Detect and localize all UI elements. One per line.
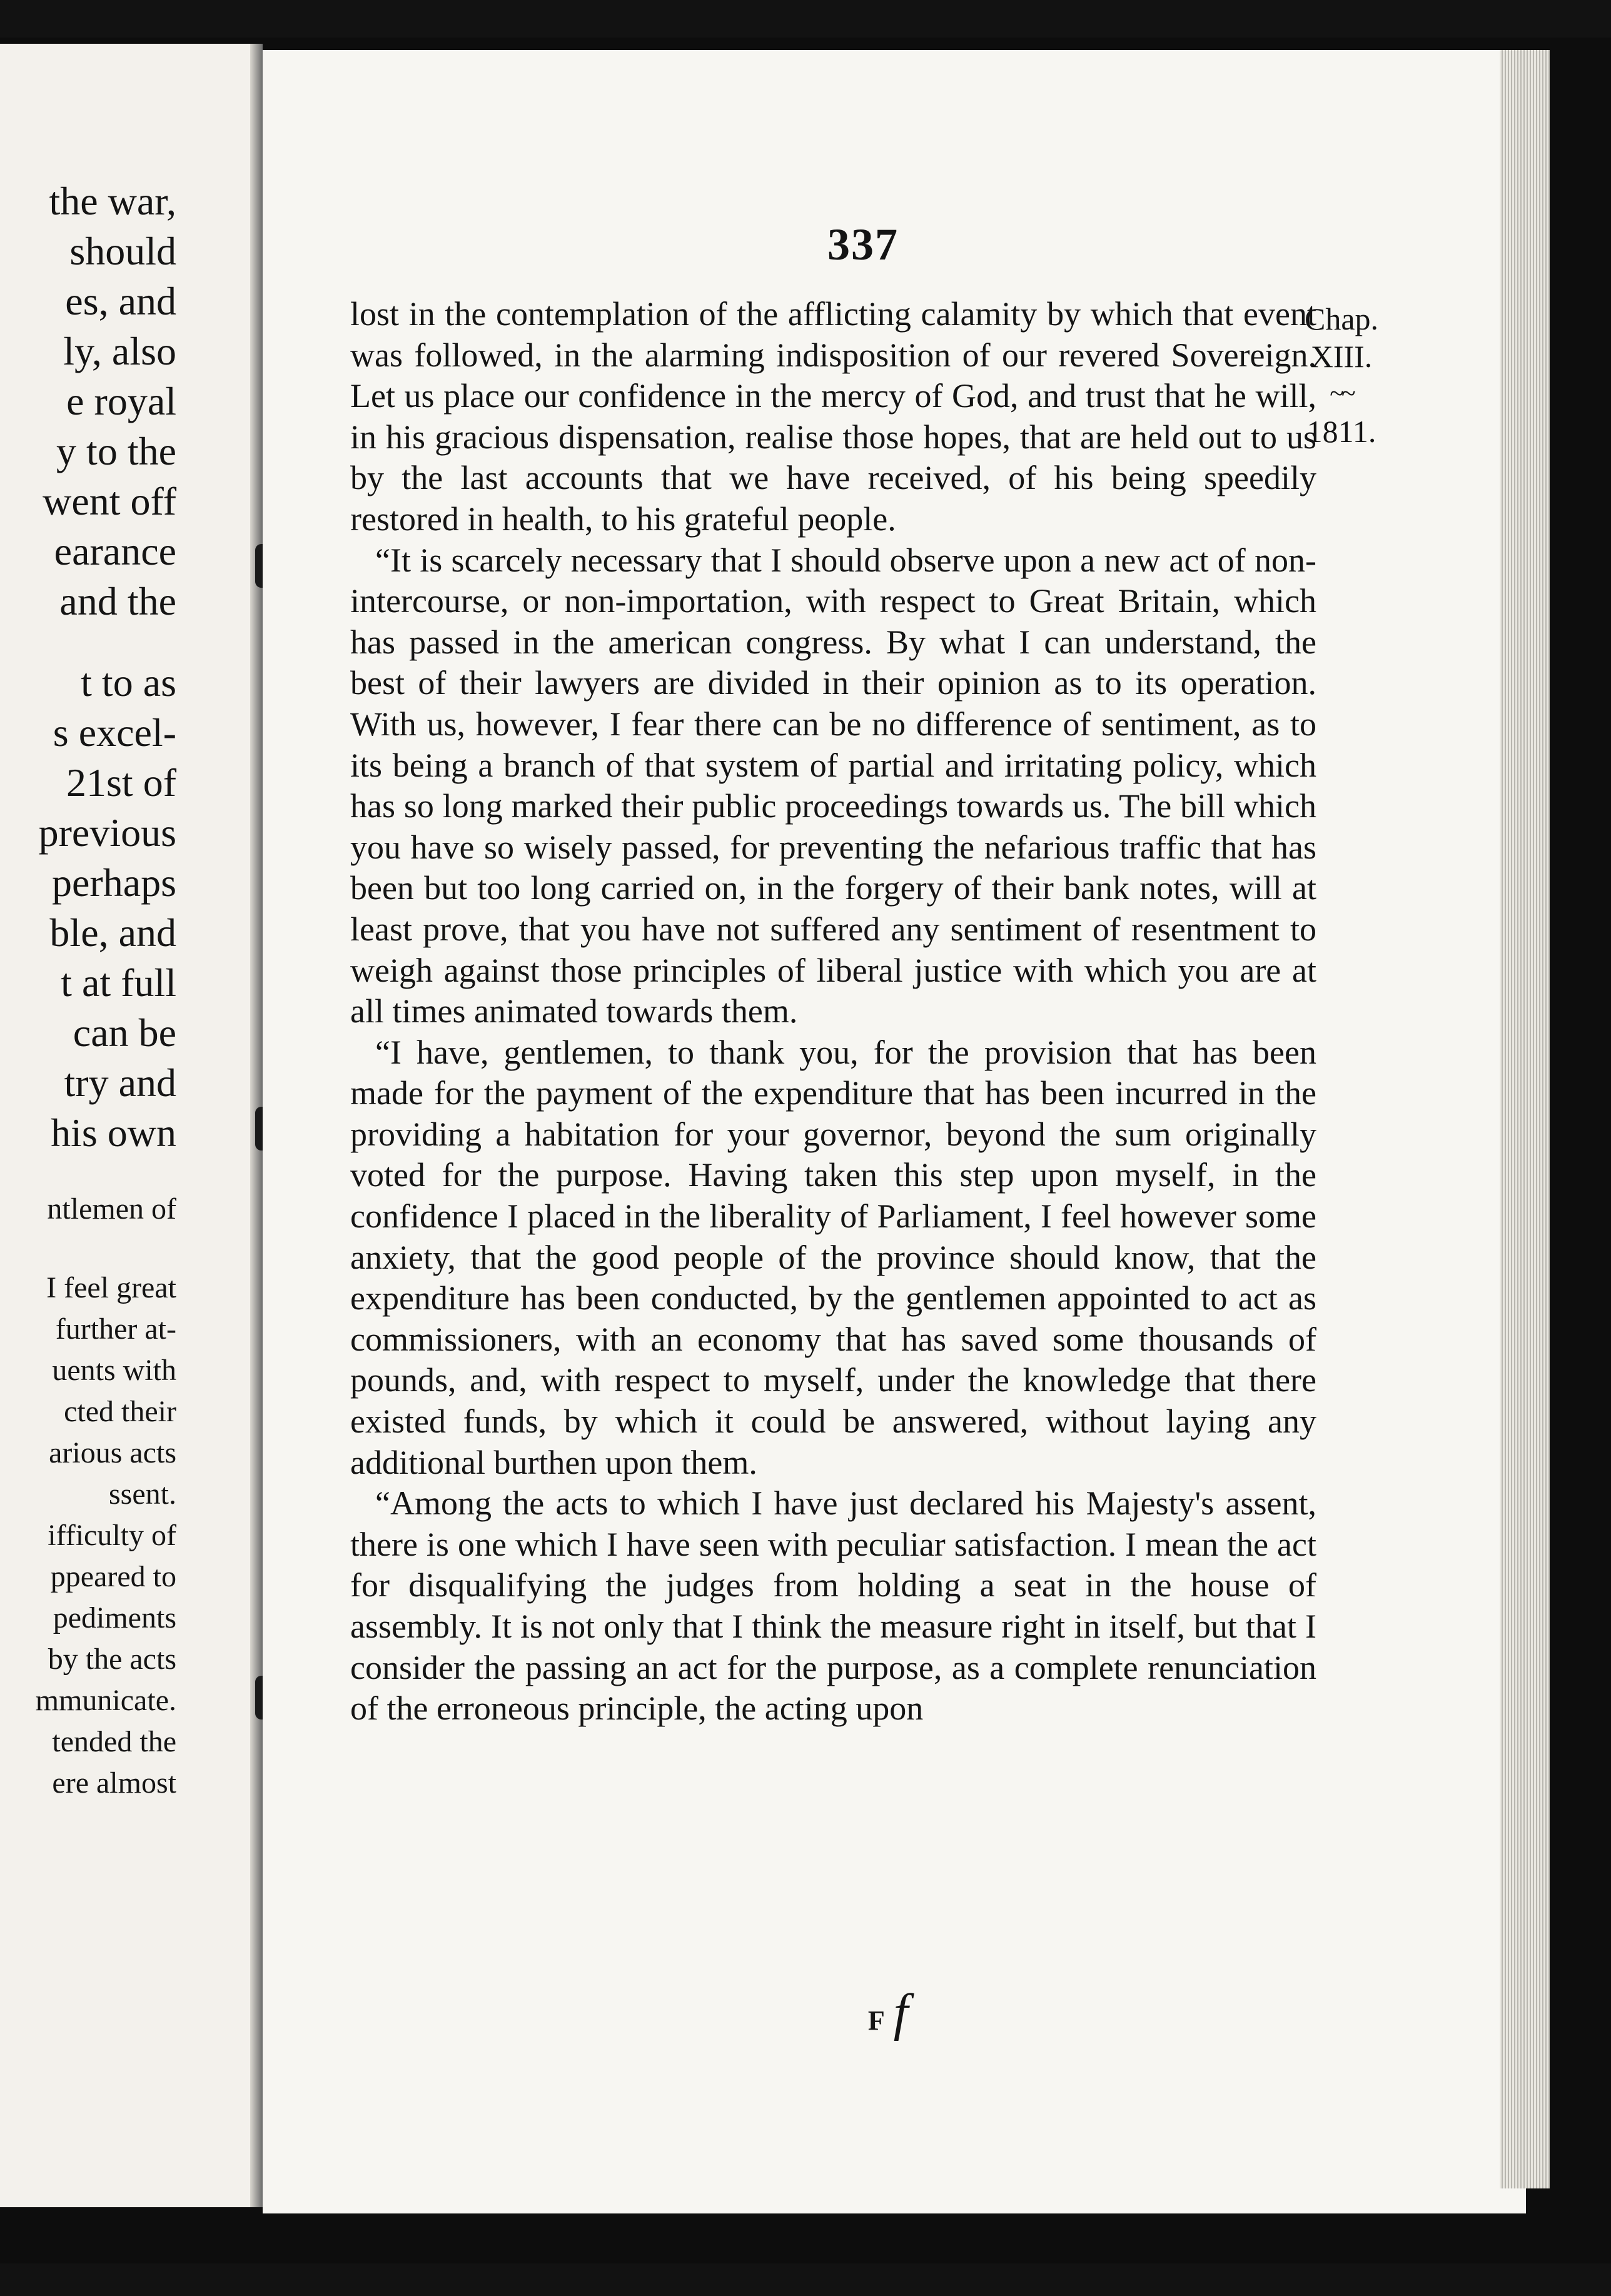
left-page-line: ifficulty of [48, 1519, 176, 1552]
page-number: 337 [827, 219, 899, 269]
left-page-line: uents with [52, 1354, 176, 1387]
left-page-line: y to the [56, 429, 176, 473]
left-page-line: e royal [66, 379, 176, 423]
left-page-line: previous [38, 810, 176, 855]
left-page-line: should [69, 229, 176, 273]
left-page-line: t at full [61, 960, 176, 1005]
signature-letter: F [867, 2005, 885, 2036]
paragraph: lost in the contemplation of the afflicting calamity by which that event was followed, in the alarming indisposition of our revered Sovereign. Let us place our confidence in the mercy of God, and trust that he will, in his gracious dispensation, realise those hopes, that are held out to us by the last accounts that we have received, of his being speedily restored in health, to his grateful people. [350, 295, 1316, 538]
left-page-line: went off [43, 479, 176, 523]
left-page-line: ly, also [63, 329, 176, 373]
left-page-line: ssent. [109, 1478, 176, 1511]
left-page-fragment [0, 44, 250, 2207]
body-text [350, 294, 1316, 1730]
chapter-label: Chap. [1304, 301, 1379, 336]
ornament-icon: ~~ [1330, 380, 1353, 408]
left-page-line: ble, and [49, 910, 176, 955]
left-page-line: and the [59, 579, 176, 623]
left-page-line: tended the [52, 1725, 176, 1758]
left-page-line: his own [51, 1110, 176, 1155]
right-page [263, 50, 1526, 2213]
left-page-line: by the acts [48, 1643, 176, 1676]
marginal-note [1301, 300, 1382, 450]
signature-mark [826, 1982, 951, 2043]
paragraph: “I have, gentlemen, to thank you, for the provision that has been made for the payment of the expenditure that has been incurred in the providing a habitation for your governor, beyond the sum originally voted for the purpose. Having taken this step upon myself, in the confidence I placed in the liberality of Parliament, I feel however some anxiety, that the good people of the province should know, that the expenditure has been conducted, by the gentlemen appointed to act as commissioners, with an economy that has saved some thousands of pounds, and, with respect to myself, under the knowledge that there existed funds, by which it could be answered, without laying any additional burthen upon them. [350, 1033, 1316, 1481]
left-page-line: I feel great [46, 1271, 176, 1304]
left-page-line: earance [54, 529, 176, 573]
left-page-line: ntlemen of [47, 1192, 176, 1226]
year-label: 1811. [1306, 414, 1376, 449]
left-page-line: s excel- [53, 710, 176, 755]
left-page-line: ppeared to [50, 1560, 176, 1593]
chapter-number: XIII. [1310, 339, 1373, 374]
left-page-line: 21st of [66, 760, 176, 805]
left-page-line: perhaps [51, 860, 176, 905]
left-page-line: pediments [53, 1601, 176, 1634]
left-page-line: arious acts [49, 1436, 176, 1469]
paragraph: “It is scarcely necessary that I should observe upon a new act of non-intercourse, or non-importation, with respect to Great Britain, which has passed in the american congress. By what I can understand, the best of their lawyers are divided in their opinion as to its operation. With us, however, I fear there can be no difference of sentiment, as to its being a branch of that system of partial and irritating policy, which has so long marked their public proceedings towards us. The bill which you have so wisely passed, for preventing the nefarious traffic that has been but too long carried on, in the forgery of their bank notes, will at least prove, that you have not suffered any sentiment of resentment to weigh against those principles of liberal justice with which you are at all times animated towards them. [350, 541, 1316, 1030]
paragraph: “Among the acts to which I have just declared his Majesty's assent, there is one which I have seen with peculiar satisfaction. I mean the act for disqualifying the judges from holding a seat in the house of assembly. It is not only that I think the measure right in itself, but that I consider the passing an act for the purpose, as a complete renunciation of the erroneous principle, the acting upon [350, 1484, 1316, 1728]
left-page-line: can be [73, 1010, 176, 1055]
left-page-line: t to as [81, 660, 176, 705]
left-page-line: cted their [64, 1395, 176, 1428]
left-page-line: ere almost [52, 1766, 176, 1800]
left-page-line: es, and [65, 279, 176, 323]
left-page-line: the war, [49, 179, 176, 223]
left-page-line: try and [64, 1060, 176, 1105]
left-page-line: mmunicate. [35, 1684, 176, 1717]
page-edge-stack [1500, 50, 1550, 2188]
left-page-line: further at- [55, 1312, 176, 1346]
signature-italic: f [893, 1983, 909, 2042]
